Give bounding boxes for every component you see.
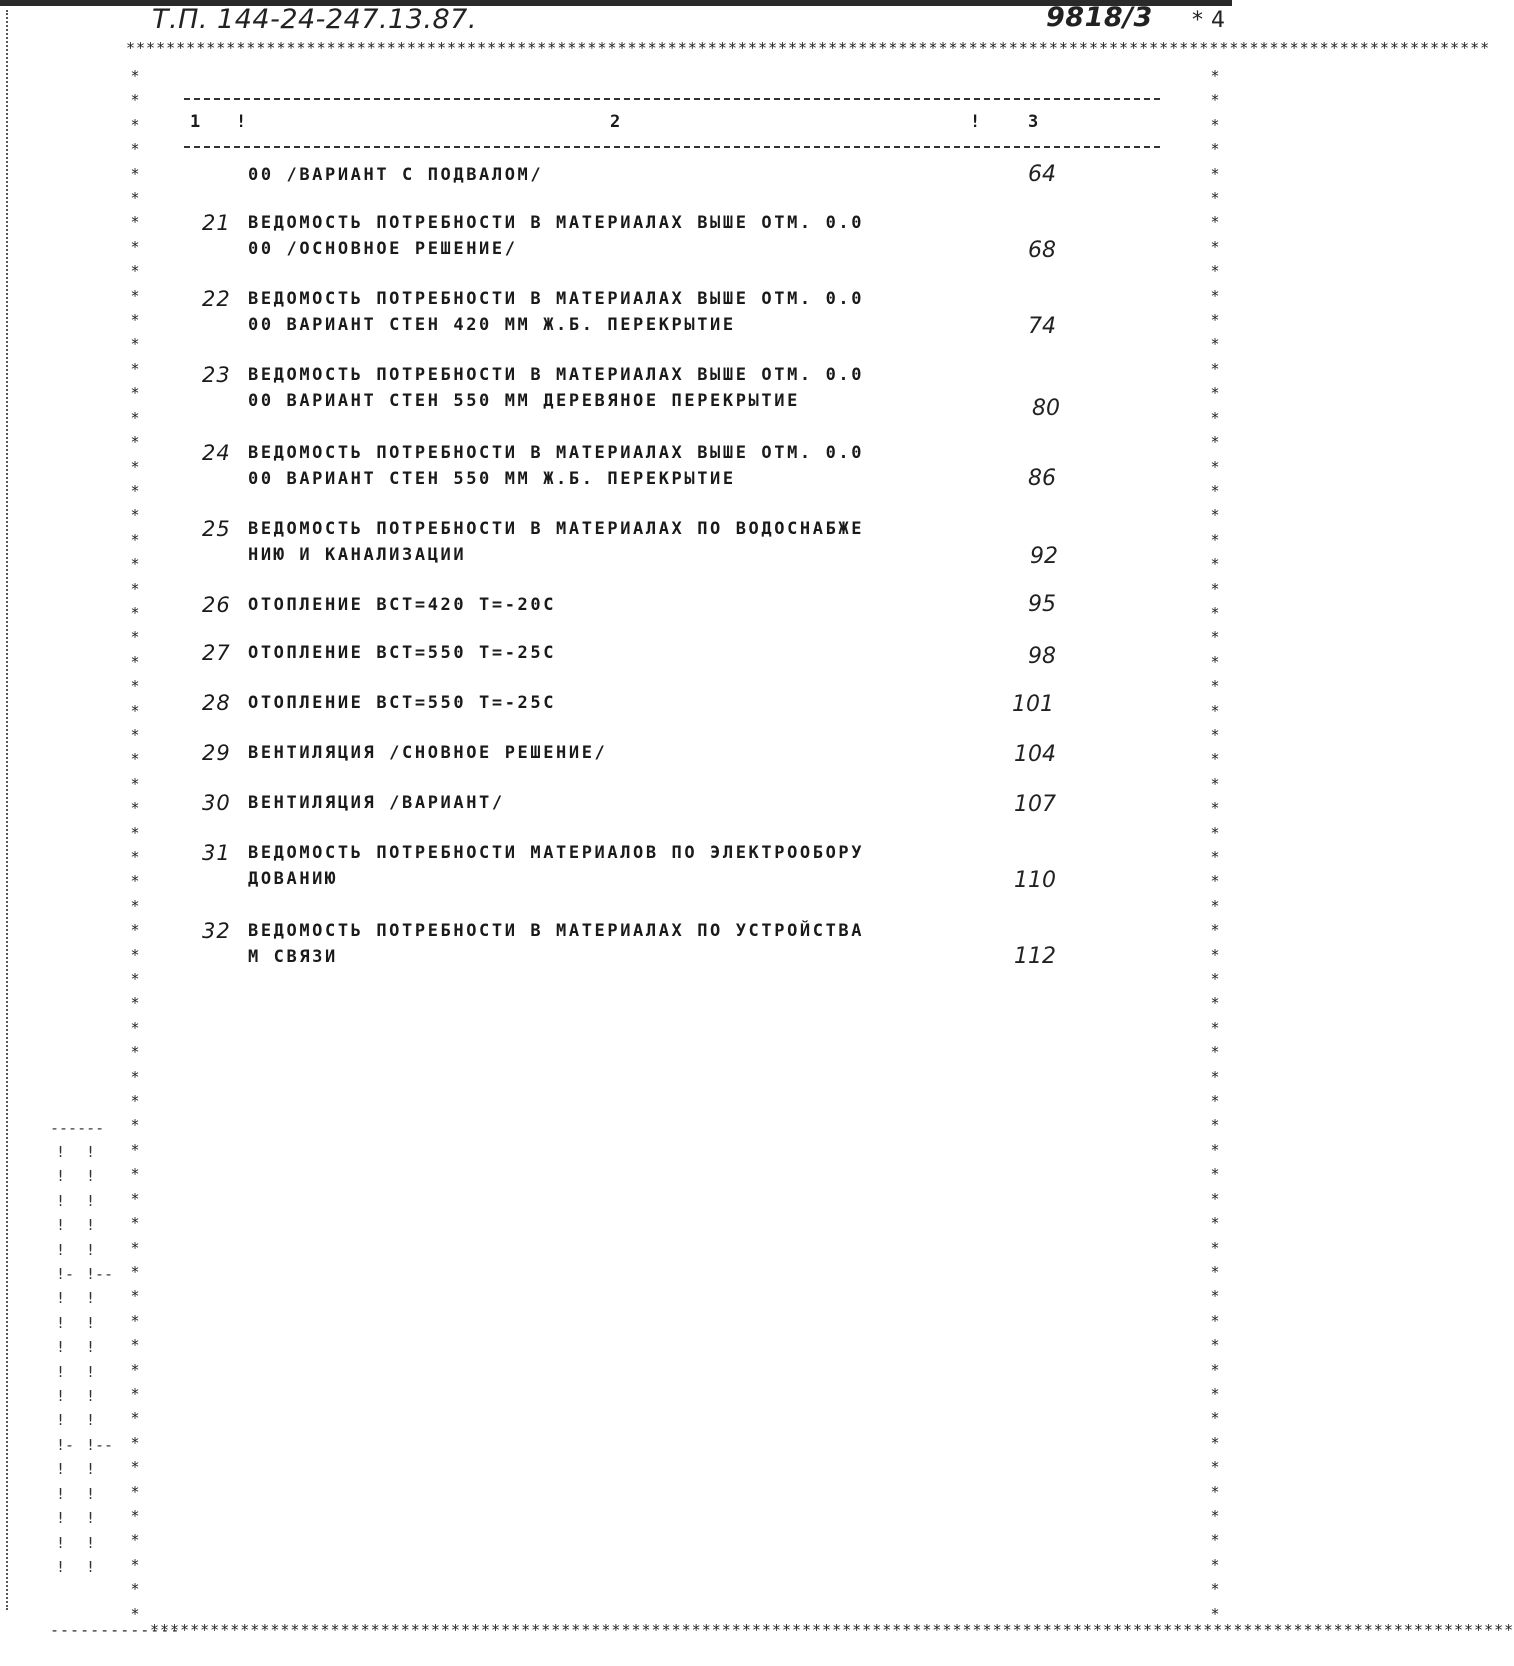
entry-number: 25: [202, 517, 231, 541]
stamp-frame-top: ------: [50, 1119, 105, 1137]
entry-text: ВЕДОМОСТЬ ПОТРЕБНОСТИ В МАТЕРИАЛАХ ПО УСТРОЙСТВА: [248, 921, 865, 941]
entry-text: ВЕДОМОСТЬ ПОТРЕБНОСТИ В МАТЕРИАЛАХ ПО ВОДОСНАБЖЕ: [248, 519, 865, 539]
entry-text-cont: 00 ВАРИАНТ СТЕН 550 ММ Ж.Б. ПЕРЕКРЫТИЕ: [248, 469, 736, 489]
entry-page: 95: [1028, 592, 1056, 617]
asterisk-border-left: * * * * * * * * * * * * * * * * * * * * * * * * * * * * * * * * * * * * * * * * * * * * * * * * * * * * * * * * * * * * * * * *: [130, 67, 140, 1623]
column-header-number: 1: [190, 112, 201, 132]
entry-text: ВЕНТИЛЯЦИЯ /ВАРИАНТ/: [248, 793, 505, 813]
entry-page: 64: [1028, 162, 1056, 187]
entry-page: 74: [1028, 314, 1056, 339]
table-rule-header: [184, 146, 1160, 148]
table-rule-top: [184, 98, 1160, 100]
entry-page: 80: [1032, 396, 1060, 421]
entry-number: 32: [202, 919, 231, 943]
document-code: Т.П. 144-24-247.13.87.: [152, 4, 477, 35]
entry-page: 98: [1028, 644, 1056, 669]
entry-text: ВЕДОМОСТЬ ПОТРЕБНОСТИ МАТЕРИАЛОВ ПО ЭЛЕКТРООБОРУ: [248, 843, 865, 863]
entry-page: 101: [1012, 692, 1054, 717]
entry-number: 23: [202, 363, 231, 387]
entry-text-cont: 00 ВАРИАНТ СТЕН 550 ММ ДЕРЕВЯНОЕ ПЕРЕКРЫТИЕ: [248, 391, 800, 411]
stamp-frame-col-b: ! ! ! ! ! !-- ! ! ! ! ! ! !-- ! ! ! ! !: [86, 1143, 114, 1576]
entry-text-cont: НИЮ И КАНАЛИЗАЦИИ: [248, 545, 467, 565]
column-separator: !: [236, 112, 247, 132]
asterisk-border-right: * * * * * * * * * * * * * * * * * * * * * * * * * * * * * * * * * * * * * * * * * * * * * * * * * * * * * * * * * * * * * * * *: [1210, 67, 1220, 1623]
entry-text-cont: 00 ВАРИАНТ СТЕН 420 ММ Ж.Б. ПЕРЕКРЫТИЕ: [248, 315, 736, 335]
column-header-page: 3: [1028, 112, 1039, 132]
entry-page: 68: [1028, 238, 1056, 263]
entry-page: 86: [1028, 466, 1056, 491]
entry-number: 21: [202, 211, 231, 235]
entry-text: ВЕДОМОСТЬ ПОТРЕБНОСТИ В МАТЕРИАЛАХ ВЫШЕ ОТМ. 0.0: [248, 289, 865, 309]
entry-text: ОТОПЛЕНИЕ ВСТ=420 Т=-20С: [248, 595, 557, 615]
entry-number: 27: [202, 641, 231, 665]
entry-page: 112: [1014, 944, 1056, 969]
entry-text: ВЕНТИЛЯЦИЯ /СНОВНОЕ РЕШЕНИЕ/: [248, 743, 608, 763]
entry-text-cont: ДОВАНИЮ: [248, 869, 338, 889]
entry-text: 00 /ВАРИАНТ С ПОДВАЛОМ/: [248, 165, 544, 185]
asterisk-border-bottom: ****************************************************************************************************************************************: [150, 1621, 1514, 1639]
sheet-mark: * 4: [1192, 8, 1226, 33]
entry-number: 31: [202, 841, 231, 865]
entry-text: ВЕДОМОСТЬ ПОТРЕБНОСТИ В МАТЕРИАЛАХ ВЫШЕ ОТМ. 0.0: [248, 443, 865, 463]
entry-page: 92: [1030, 544, 1058, 569]
entry-page: 110: [1014, 868, 1056, 893]
entry-text: ВЕДОМОСТЬ ПОТРЕБНОСТИ В МАТЕРИАЛАХ ВЫШЕ ОТМ. 0.0: [248, 365, 865, 385]
entry-text: ОТОПЛЕНИЕ ВСТ=550 Т=-25С: [248, 643, 557, 663]
entry-text-cont: М СВЯЗИ: [248, 947, 338, 967]
column-separator: !: [970, 112, 981, 132]
entry-number: 22: [202, 287, 231, 311]
document-number: 9818/3: [1046, 2, 1153, 33]
stamp-frame-col-a: ! ! ! ! ! !- ! ! ! ! ! ! !- ! ! ! ! !: [56, 1143, 75, 1576]
entry-page: 104: [1014, 742, 1056, 767]
entry-number: 24: [202, 441, 231, 465]
entry-number: 29: [202, 741, 231, 765]
dash-border-bottom: -------------: [50, 1621, 181, 1639]
entry-page: 107: [1014, 792, 1056, 817]
entry-number: 28: [202, 691, 231, 715]
column-header-title: 2: [610, 112, 621, 132]
entry-number: 30: [202, 791, 231, 815]
entry-text: ВЕДОМОСТЬ ПОТРЕБНОСТИ В МАТЕРИАЛАХ ВЫШЕ ОТМ. 0.0: [248, 213, 865, 233]
left-page-edge: [6, 10, 10, 1610]
entry-text-cont: 00 /ОСНОВНОЕ РЕШЕНИЕ/: [248, 239, 518, 259]
entry-text: ОТОПЛЕНИЕ ВСТ=550 Т=-25С: [248, 693, 557, 713]
entry-number: 26: [202, 593, 231, 617]
asterisk-border-top: ****************************************************************************************************************************************: [126, 39, 1491, 57]
